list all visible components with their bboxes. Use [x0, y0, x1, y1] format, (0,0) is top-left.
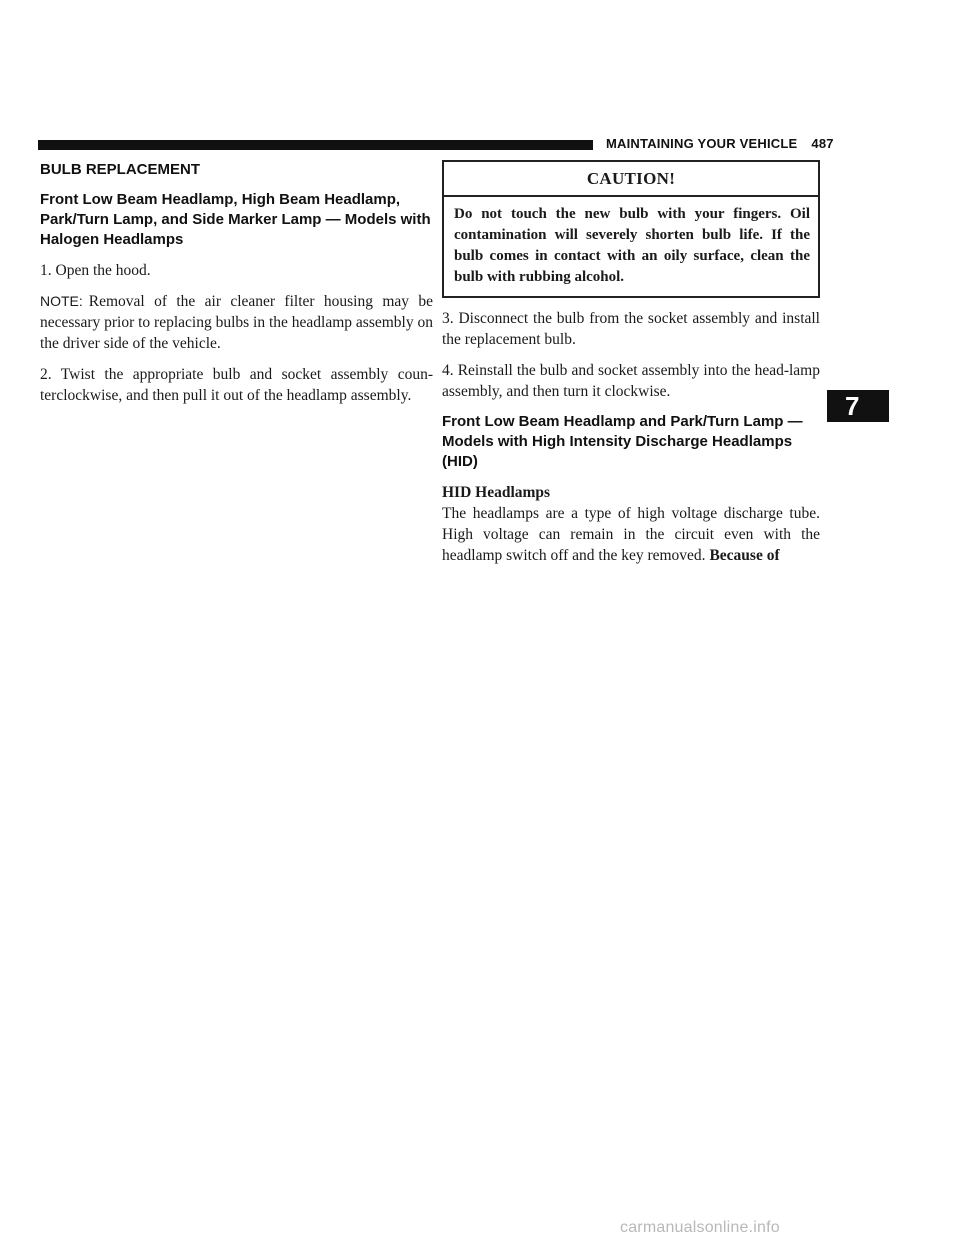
note-label: NOTE:: [40, 293, 83, 309]
hid-text-bold: Because of: [709, 547, 780, 564]
note-paragraph: [40, 291, 433, 354]
caution-box: [442, 160, 820, 298]
hid-subheading: Front Low Beam Headlamp and Park/Turn Lamp — Models with High Intensity Discharge Headlamps (HID): [442, 413, 803, 470]
running-header: [606, 136, 834, 151]
right-column: [442, 160, 820, 576]
halogen-subheading: Front Low Beam Headlamp, High Beam Headlamp, Park/Turn Lamp, and Side Marker Lamp — Models with Halogen Headlamps: [40, 191, 431, 248]
page-number: 487: [811, 136, 834, 151]
chapter-tab: 7: [827, 390, 889, 422]
hid-text: The headlamps are a type of high voltage discharge tube. High voltage can remain in the circuit even with the headlamp switch off and the key removed.: [442, 505, 820, 564]
hid-label: HID Headlamps: [442, 484, 551, 501]
watermark: carmanualsonline.info: [620, 1219, 780, 1236]
header-rule: [38, 140, 593, 150]
step-2: 2. Twist the appropriate bulb and socket assembly coun-terclockwise, and then pull it out of the headlamp assembly.: [40, 366, 433, 404]
step-1: 1. Open the hood.: [40, 262, 151, 279]
note-text: Removal of the air cleaner filter housing may be necessary prior to replacing bulbs in the headlamp assembly on the driver side of the vehicle.: [40, 293, 433, 352]
section-heading: BULB REPLACEMENT: [40, 161, 200, 178]
step-4: 4. Reinstall the bulb and socket assembly into the head-lamp assembly, and then turn it clockwise.: [442, 362, 820, 400]
step-3: 3. Disconnect the bulb from the socket assembly and install the replacement bulb.: [442, 310, 820, 348]
caution-text: Do not touch the new bulb with your fingers. Oil contamination will severely shorten bulb life. If the bulb comes in contact with an oily surface, clean the bulb with rubbing alcohol.: [454, 206, 810, 285]
hid-paragraph: [442, 503, 820, 566]
section-title: MAINTAINING YOUR VEHICLE: [606, 136, 798, 151]
left-column: [40, 160, 433, 416]
caution-title: CAUTION!: [444, 162, 818, 197]
